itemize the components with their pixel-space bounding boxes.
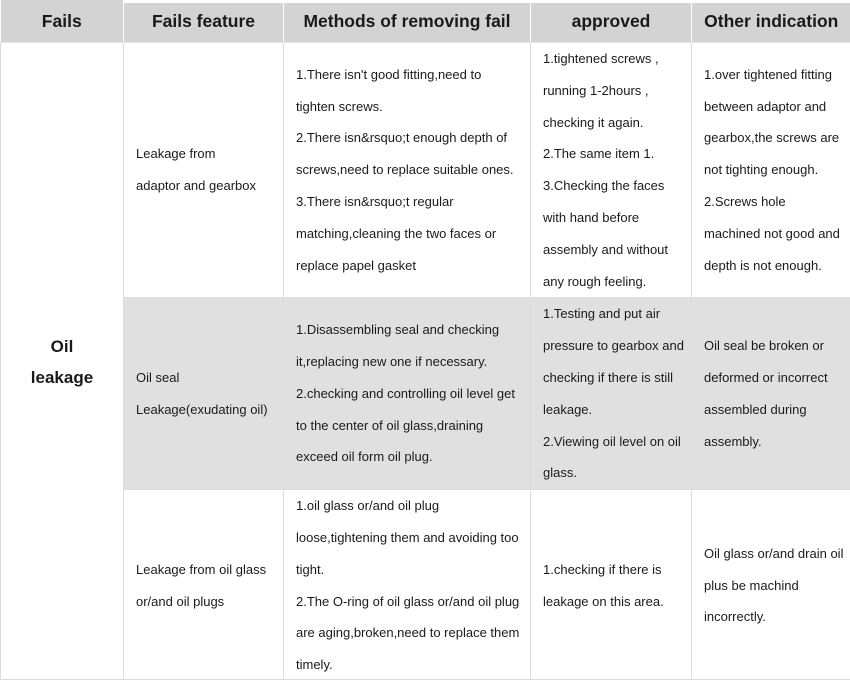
fail-label: Oil — [1, 331, 123, 362]
cell-line: loose,tightening them and avoiding too — [296, 522, 526, 554]
other-indication-cell — [692, 43, 850, 298]
cell-line: Oil seal be broken or — [704, 330, 846, 362]
approved-cell — [531, 43, 692, 298]
cell-line: Oil seal — [136, 362, 279, 394]
cell-line: 1.tightened screws , — [543, 43, 687, 75]
cell-line: screws,need to replace suitable ones. — [296, 154, 526, 186]
table-row — [1, 298, 850, 490]
cell-line: 2.Screws hole — [704, 186, 846, 218]
cell-line: timely. — [296, 649, 526, 681]
cell-line: to the center of oil glass,draining — [296, 410, 526, 442]
cell-line: gearbox,the screws are — [704, 122, 846, 154]
approved-cell — [531, 490, 692, 682]
cell-line: adaptor and gearbox — [136, 170, 279, 202]
cell-line: are aging,broken,need to replace them — [296, 617, 526, 649]
header-methods — [284, 0, 531, 43]
cell-line: leakage. — [543, 394, 687, 426]
cell-line: 2.checking and controlling oil level get — [296, 378, 526, 410]
fail-type-cell — [1, 43, 124, 682]
cell-line: checking if there is still — [543, 362, 687, 394]
cell-line: between adaptor and — [704, 91, 846, 123]
cell-line: Oil glass or/and drain oil — [704, 538, 846, 570]
methods-cell — [284, 490, 531, 682]
header-label: Fails — [42, 11, 82, 31]
cell-line: 2.Viewing oil level on oil — [543, 426, 687, 458]
cell-line: assembly. — [704, 426, 846, 458]
cell-line: 1.checking if there is — [543, 554, 687, 586]
cell-line: Leakage from oil glass — [136, 554, 279, 586]
cell-line: leakage on this area. — [543, 586, 687, 618]
feature-cell — [124, 43, 284, 298]
cell-line: assembly and without — [543, 234, 687, 266]
cell-line: replace papel gasket — [296, 250, 526, 282]
cell-line: not tighting enough. — [704, 154, 846, 186]
cell-line: it,replacing new one if necessary. — [296, 346, 526, 378]
fail-label: leakage — [1, 362, 123, 393]
cell-line: plus be machind — [704, 570, 846, 602]
table-row — [1, 490, 850, 682]
header-other-indication — [692, 0, 850, 43]
cell-line: checking it again. — [543, 107, 687, 139]
cell-line: 2.The O-ring of oil glass or/and oil plug — [296, 586, 526, 618]
cell-line: matching,cleaning the two faces or — [296, 218, 526, 250]
cell-line: any rough feeling. — [543, 266, 687, 298]
cell-line: glass. — [543, 457, 687, 489]
cell-line: 1.Disassembling seal and checking — [296, 314, 526, 346]
cell-line: 2.The same item 1. — [543, 138, 687, 170]
header-fails-feature — [124, 0, 284, 43]
cell-line: or/and oil plugs — [136, 586, 279, 618]
feature-cell — [124, 490, 284, 682]
methods-cell — [284, 298, 531, 490]
cell-line: pressure to gearbox and — [543, 330, 687, 362]
other-indication-cell — [692, 490, 850, 682]
header-row — [1, 0, 850, 43]
cell-line: exceed oil form oil plug. — [296, 441, 526, 473]
header-approved — [531, 0, 692, 43]
cell-line: assembled during — [704, 394, 846, 426]
cell-line: tighten screws. — [296, 91, 526, 123]
cell-line: tight. — [296, 554, 526, 586]
cell-line: deformed or incorrect — [704, 362, 846, 394]
cell-line: Leakage from — [136, 138, 279, 170]
approved-cell — [531, 298, 692, 490]
cell-line: 1.There isn't good fitting,need to — [296, 59, 526, 91]
header-label: approved — [572, 11, 651, 31]
methods-cell — [284, 43, 531, 298]
cell-line: Leakage(exudating oil) — [136, 394, 279, 426]
cell-line: incorrectly. — [704, 601, 846, 633]
cell-line: 1.over tightened fitting — [704, 59, 846, 91]
header-label: Methods of removing fail — [303, 11, 510, 31]
cell-line: 1.oil glass or/and oil plug — [296, 490, 526, 522]
feature-cell — [124, 298, 284, 490]
cell-line: 3.There isn&rsquo;t regular — [296, 186, 526, 218]
header-fails — [1, 0, 124, 43]
table-row — [1, 43, 850, 298]
cell-line: 1.Testing and put air — [543, 298, 687, 330]
cell-line: running 1-2hours , — [543, 75, 687, 107]
cell-line: with hand before — [543, 202, 687, 234]
cell-line: machined not good and — [704, 218, 846, 250]
header-label: Fails feature — [152, 11, 255, 31]
cell-line: depth is not enough. — [704, 250, 846, 282]
header-label: Other indication — [704, 11, 838, 31]
cell-line: 3.Checking the faces — [543, 170, 687, 202]
other-indication-cell — [692, 298, 850, 490]
cell-line: 2.There isn&rsquo;t enough depth of — [296, 122, 526, 154]
